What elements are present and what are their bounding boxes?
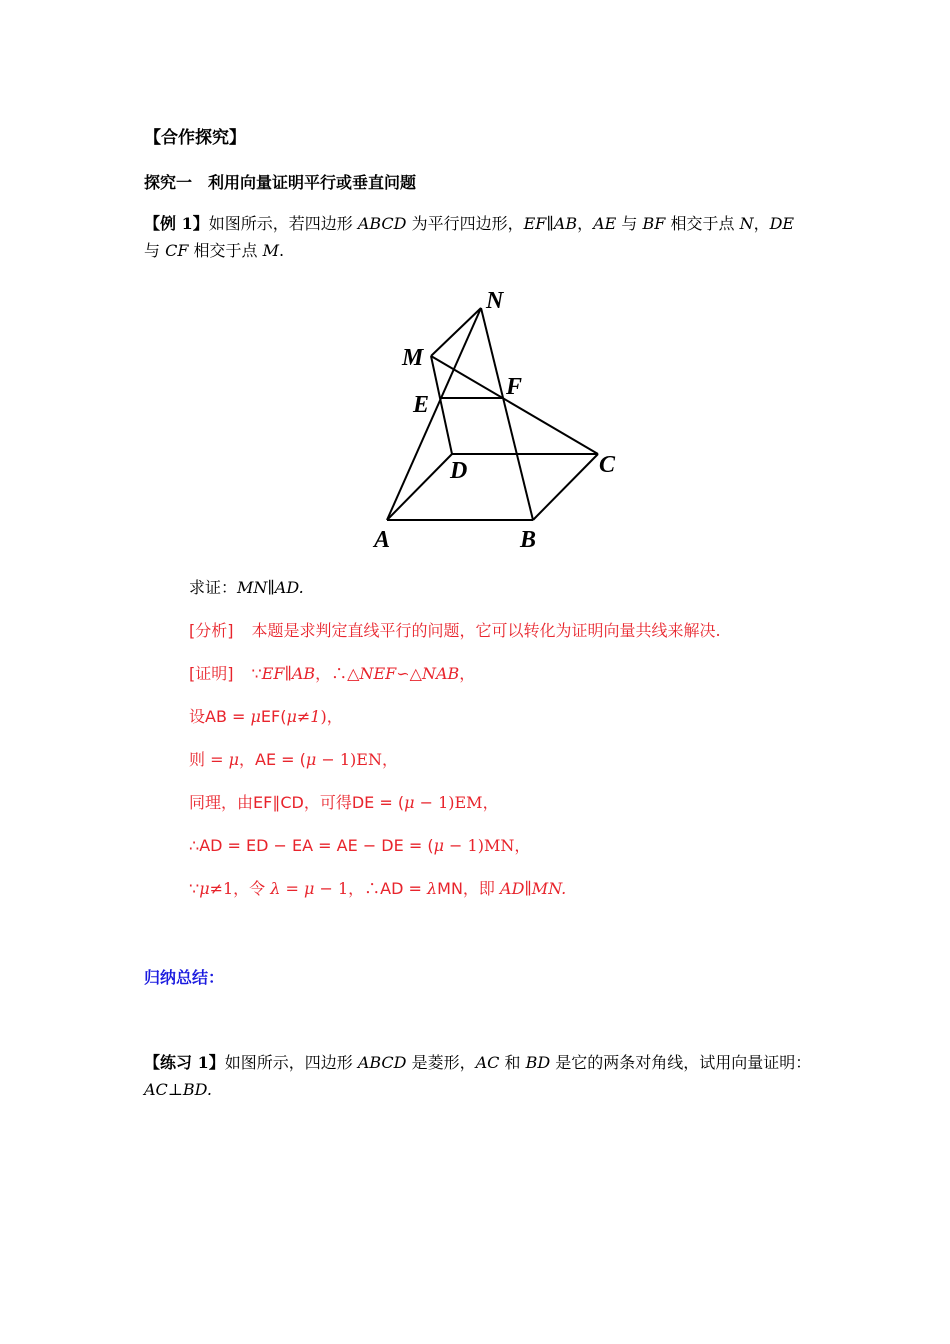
section-title: 【合作探究】: [144, 128, 246, 148]
text: μ: [404, 793, 415, 812]
text: μ: [250, 707, 261, 726]
proof-line-2: [189, 707, 343, 727]
text: AE = (: [255, 750, 306, 769]
label-E: E: [413, 392, 430, 418]
prove-statement: [189, 578, 304, 598]
text: μ: [199, 879, 210, 898]
label-B: B: [520, 527, 537, 553]
text: − 1，∴: [314, 879, 381, 898]
text: ，: [577, 214, 594, 233]
text: )，: [320, 707, 343, 726]
text: ，: [459, 664, 476, 683]
proof-line-6: [189, 879, 566, 899]
summary-heading: 归纳总结：: [144, 968, 225, 987]
text: − 1)MN，: [443, 836, 531, 855]
text: 如图所示，四边形: [224, 1053, 358, 1072]
text: μ: [228, 750, 239, 769]
text: MN∥AD.: [237, 578, 304, 597]
text: 和: [499, 1053, 526, 1072]
proof-line-5: [189, 836, 530, 856]
text: AC: [475, 1053, 500, 1072]
text: 与: [616, 214, 643, 233]
text: DE = (: [351, 793, 405, 812]
text: 为平行四边形，: [406, 214, 524, 233]
text: μ≠1: [286, 707, 321, 726]
label-A: A: [374, 527, 391, 553]
text: AB =: [205, 707, 251, 726]
exercise-line-1: [144, 1053, 811, 1073]
text: ∵: [251, 664, 262, 683]
text: BD: [525, 1053, 551, 1072]
text: ABCD: [357, 214, 407, 233]
segment-AD: [387, 454, 452, 520]
text: − 1)EN，: [316, 750, 398, 769]
text: N: [739, 214, 754, 233]
label-D: D: [450, 458, 468, 484]
analysis-label: [分析]: [189, 621, 234, 640]
text: =: [280, 879, 304, 898]
text: EF∥CD: [253, 793, 304, 812]
text: AD =: [380, 879, 428, 898]
text: λ: [270, 879, 281, 898]
exercise-line-2: AC⊥BD.: [144, 1080, 212, 1099]
text: 设: [189, 707, 206, 726]
text: ∵: [189, 879, 200, 898]
text: μ: [304, 879, 315, 898]
text: − 1)EM，: [414, 793, 499, 812]
text: 则 =: [189, 750, 229, 769]
label-N: N: [486, 288, 504, 314]
text: 本题是求判定直线平行的问题，它可以转化为证明向量共线来解决.: [251, 621, 721, 640]
text: ABCD: [357, 1053, 407, 1072]
text: ，∴△: [315, 664, 360, 683]
text: 相交于点: [665, 214, 740, 233]
text: ，可得: [303, 793, 352, 812]
text: ，: [753, 214, 770, 233]
segment-MC: [431, 356, 598, 454]
proof-line-3: [189, 750, 398, 770]
text: 求证：: [189, 578, 238, 597]
text: μ: [305, 750, 317, 769]
text: μ: [433, 836, 444, 855]
text: 与: [144, 241, 166, 260]
analysis-line: [189, 621, 721, 641]
example-label: 【例 1】: [144, 214, 209, 233]
text: MN，即: [437, 879, 501, 898]
text: 同理，由: [189, 793, 254, 812]
text: AD = ED − EA = AE − DE = (: [199, 836, 434, 855]
text: NEF∽△NAB: [359, 664, 460, 683]
text: 是它的两条对角线，试用向量证明：: [550, 1053, 812, 1072]
segment-MN: [431, 308, 481, 356]
text: 如图所示，若四边形: [208, 214, 358, 233]
segment-AN: [387, 308, 481, 520]
label-C: C: [599, 452, 616, 478]
text: BF: [642, 214, 666, 233]
text: ，: [239, 750, 256, 769]
text: 是菱形，: [406, 1053, 476, 1072]
text: M: [262, 241, 280, 260]
text: EF∥AB: [523, 214, 578, 233]
text: AE: [593, 214, 617, 233]
text: ≠1，令: [209, 879, 271, 898]
text: λ: [427, 879, 438, 898]
text: EF(: [260, 707, 287, 726]
text: 相交于点: [188, 241, 263, 260]
text: .: [279, 241, 285, 260]
subsection-title: 探究一 利用向量证明平行或垂直问题: [144, 173, 417, 192]
segment-BC: [533, 454, 598, 520]
text: AD∥MN.: [500, 879, 567, 898]
segment-MD: [431, 356, 452, 454]
segment-BN: [481, 308, 533, 520]
label-M: M: [402, 345, 424, 371]
proof-label: [证明]: [189, 664, 234, 683]
text: ∴: [189, 836, 200, 855]
text: CF: [165, 241, 189, 260]
text: EF∥AB: [261, 664, 316, 683]
exercise-label: 【练习 1】: [144, 1053, 225, 1072]
proof-line-1: [189, 664, 475, 684]
proof-line-4: [189, 793, 499, 813]
label-F: F: [506, 374, 523, 400]
text: DE: [769, 214, 795, 233]
